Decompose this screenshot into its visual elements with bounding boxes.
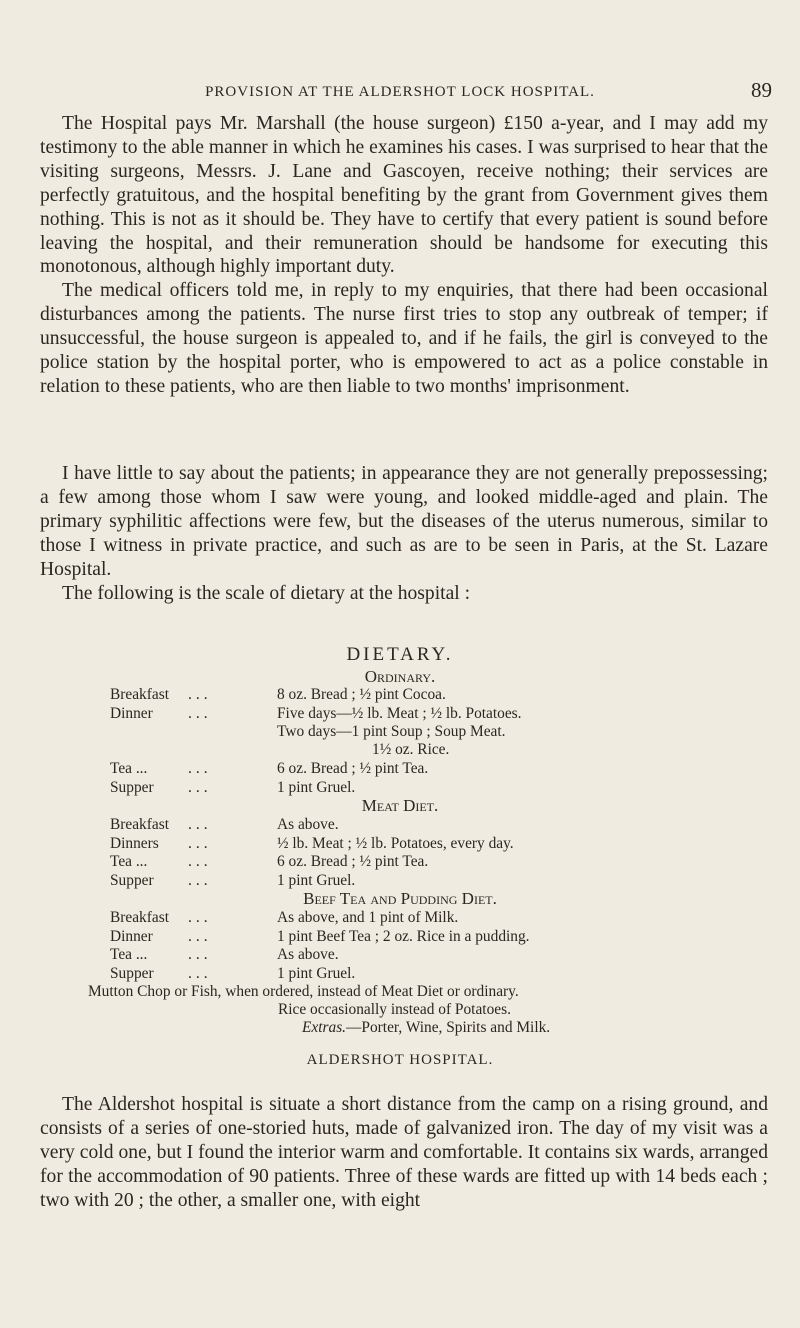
meal-label: Breakfast xyxy=(110,686,169,703)
meal-label: Tea ... xyxy=(110,946,148,963)
paragraph: The medical officers told me, in reply to my enquiries, that there had been occasional disturbances among the patients. The nurse first tries to stop any outbreak of temper; if unsuccessful, the house surgeon is appealed to, and if he fails, the girl is conveyed to the police station by the hospital porter, who is empowered to act as a police constable in relation to these patients, who are then liable to two months' imprisonment. xyxy=(40,280,768,397)
meal-label: Breakfast xyxy=(110,909,169,926)
meal-value: As above. xyxy=(277,816,339,833)
section-heading: Meat Diet. xyxy=(361,796,439,815)
meal-value: 1 pint Gruel. xyxy=(277,965,356,982)
meal-label: Dinner xyxy=(110,928,153,945)
dietary-title: DIETARY. xyxy=(346,644,454,665)
meal-value: 1 pint Gruel. xyxy=(277,872,356,889)
meal-value: 1 pint Gruel. xyxy=(277,779,356,796)
leader-dots: ... xyxy=(188,760,212,777)
leader-dots: ... xyxy=(188,779,212,796)
paragraph: The Aldershot hospital is situate a short distance from the camp on a rising ground, and consists of a series of one-storied huts, made of galvanized iron. The day of my visit was a very cold one, but I found the interior warm and comfortable. It contains six wards, arranged for the accommodation of 90 patients. Three of these wards are fitted up with 14 beds each ; two with 20 ; the other, a smaller one, with eight xyxy=(40,1094,768,1211)
leader-dots: ... xyxy=(188,928,212,945)
meal-value: Five days—½ lb. Meat ; ½ lb. Potatoes. xyxy=(277,705,522,722)
meal-label: Tea ... xyxy=(110,853,148,870)
meal-label: Supper xyxy=(110,965,154,982)
meal-value: Two days—1 pint Soup ; Soup Meat. xyxy=(277,723,506,740)
paragraph: The Hospital pays Mr. Marshall (the house surgeon) £150 a-year, and I may add my testimony to the able manner in which he examines his cases. I was surprised to hear that the visiting surgeons, Messrs. J. Lane and Gascoyen, receive nothing; their services are perfectly gratuitous, and the hospital benefiting by the grant from Government gives them nothing. This is not as it should be. They have to certify that every patient is sound before leaving the hospital, and their remuneration should be handsome for executing this monotonous, although highly important duty. xyxy=(40,113,768,278)
meal-label: Breakfast xyxy=(110,816,169,833)
leader-dots: ... xyxy=(188,816,212,833)
body-text-bottom xyxy=(40,1093,768,1213)
extras-label: Extras. xyxy=(302,1019,347,1036)
meal-value: 6 oz. Bread ; ½ pint Tea. xyxy=(277,760,429,777)
meal-label: Dinners xyxy=(110,835,159,852)
leader-dots: ... xyxy=(188,872,212,889)
meal-value: 1½ oz. Rice. xyxy=(372,741,450,758)
meal-value: 8 oz. Bread ; ½ pint Cocoa. xyxy=(277,686,446,703)
meal-label: Supper xyxy=(110,872,154,889)
meal-label: Supper xyxy=(110,779,154,796)
meal-value: ½ lb. Meat ; ½ lb. Potatoes, every day. xyxy=(277,835,514,852)
leader-dots: ... xyxy=(188,686,212,703)
meal-label: Tea ... xyxy=(110,760,148,777)
paragraph: The following is the scale of dietary at the hospital : xyxy=(62,582,471,604)
leader-dots: ... xyxy=(188,853,212,870)
meal-value: As above. xyxy=(277,946,339,963)
meal-value: 1 pint Beef Tea ; 2 oz. Rice in a pudding. xyxy=(277,928,530,945)
extras-text: —Porter, Wine, Spirits and Milk. xyxy=(346,1019,551,1036)
meal-label: Dinner xyxy=(110,705,153,722)
body-text-top xyxy=(40,112,768,399)
mutton-note: Mutton Chop or Fish, when ordered, instead of Meat Diet or ordinary. xyxy=(88,983,519,1000)
leader-dots: ... xyxy=(188,965,212,982)
running-head: PROVISION AT THE ALDERSHOT LOCK HOSPITAL. xyxy=(205,84,595,100)
section-heading: Beef Tea and Pudding Diet. xyxy=(303,889,497,908)
leader-dots: ... xyxy=(188,705,212,722)
meal-value: As above, and 1 pint of Milk. xyxy=(277,909,459,926)
extras-note xyxy=(302,1018,550,1038)
leader-dots: ... xyxy=(188,835,212,852)
body-text-mid xyxy=(40,462,768,605)
rice-note: Rice occasionally instead of Potatoes. xyxy=(278,1001,511,1018)
section-heading: Ordinary. xyxy=(364,667,436,686)
section-title: ALDERSHOT HOSPITAL. xyxy=(306,1052,494,1068)
page-number: 89 xyxy=(751,78,772,102)
meal-value: 6 oz. Bread ; ½ pint Tea. xyxy=(277,853,429,870)
leader-dots: ... xyxy=(188,946,212,963)
paragraph: I have little to say about the patients; in appearance they are not generally prepossessing; a few among those whom I saw were young, and looked middle-aged and plain. The primary syphilitic affections were few, but the diseases of the uterus numerous, similar to those I witness in private practice, and such as are to be seen in Paris, at the St. Lazare Hospital. xyxy=(40,463,768,580)
leader-dots: ... xyxy=(188,909,212,926)
